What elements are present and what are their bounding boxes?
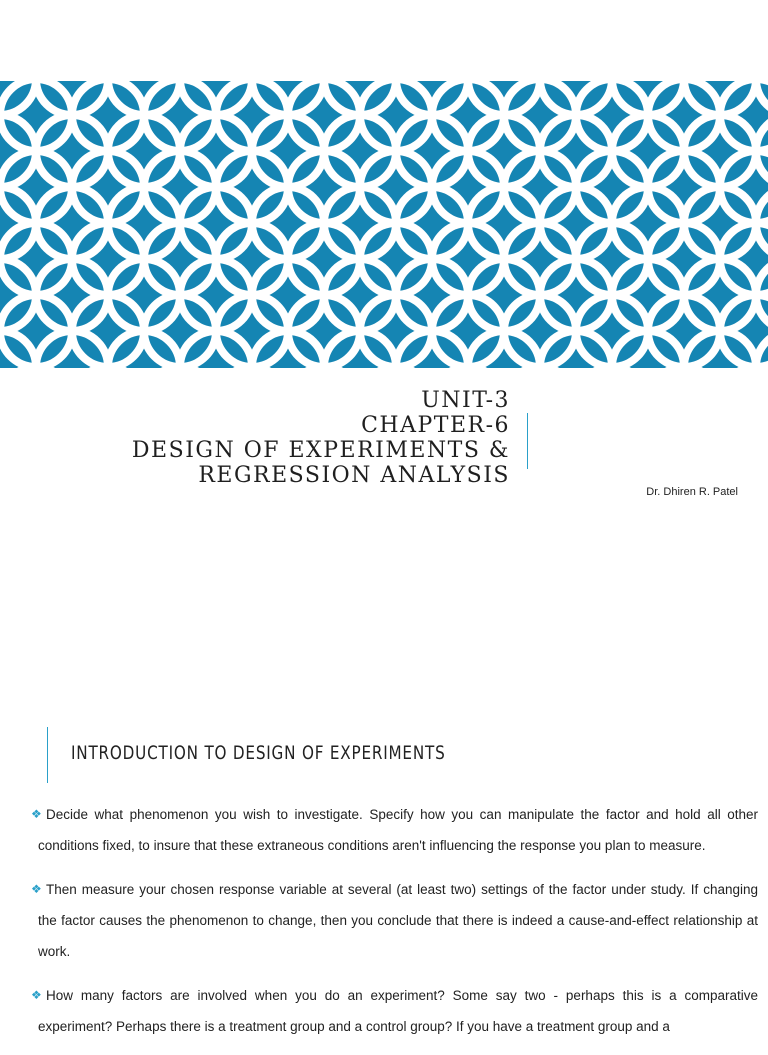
list-item bbox=[30, 874, 758, 967]
title-line: REGRESSION ANALYSIS bbox=[198, 463, 510, 488]
author-name: Dr. Dhiren R. Patel bbox=[646, 486, 738, 498]
slide-heading: INTRODUCTION TO DESIGN OF EXPERIMENTS bbox=[71, 742, 446, 764]
title-line: UNIT-3 bbox=[421, 388, 510, 413]
title-line: CHAPTER-6 bbox=[361, 413, 510, 438]
title-line: DESIGN OF EXPERIMENTS & bbox=[131, 438, 510, 463]
bullet-text: Decide what phenomenon you wish to investigate. Specify how you can manipulate the factor and hold all other conditions fixed, to insure that these extraneous conditions aren't influencing the response you plan to measure. bbox=[38, 807, 758, 853]
banner-pattern-image bbox=[0, 81, 768, 368]
bullet-text: Then measure your chosen response variable at several (at least two) settings of the factor under study. If changing the factor causes the phenomenon to change, then you conclude that there is indeed a cause-and-effect relationship at work. bbox=[38, 882, 758, 959]
diamond-bullet-icon: ❖ bbox=[31, 988, 42, 1002]
slide-title bbox=[132, 388, 510, 488]
list-item bbox=[30, 799, 758, 861]
bullet-text: How many factors are involved when you do an experiment? Some say two - perhaps this is a comparative experiment? Perhaps there is a treatment group and a control group? If you have a treatment group and a bbox=[38, 988, 758, 1034]
heading-divider bbox=[47, 727, 48, 783]
diamond-bullet-icon: ❖ bbox=[31, 882, 42, 896]
content-slide bbox=[0, 680, 768, 1034]
bullet-list bbox=[30, 799, 758, 1055]
diamond-bullet-icon: ❖ bbox=[31, 807, 42, 821]
list-item bbox=[30, 980, 758, 1042]
title-divider bbox=[527, 413, 528, 469]
